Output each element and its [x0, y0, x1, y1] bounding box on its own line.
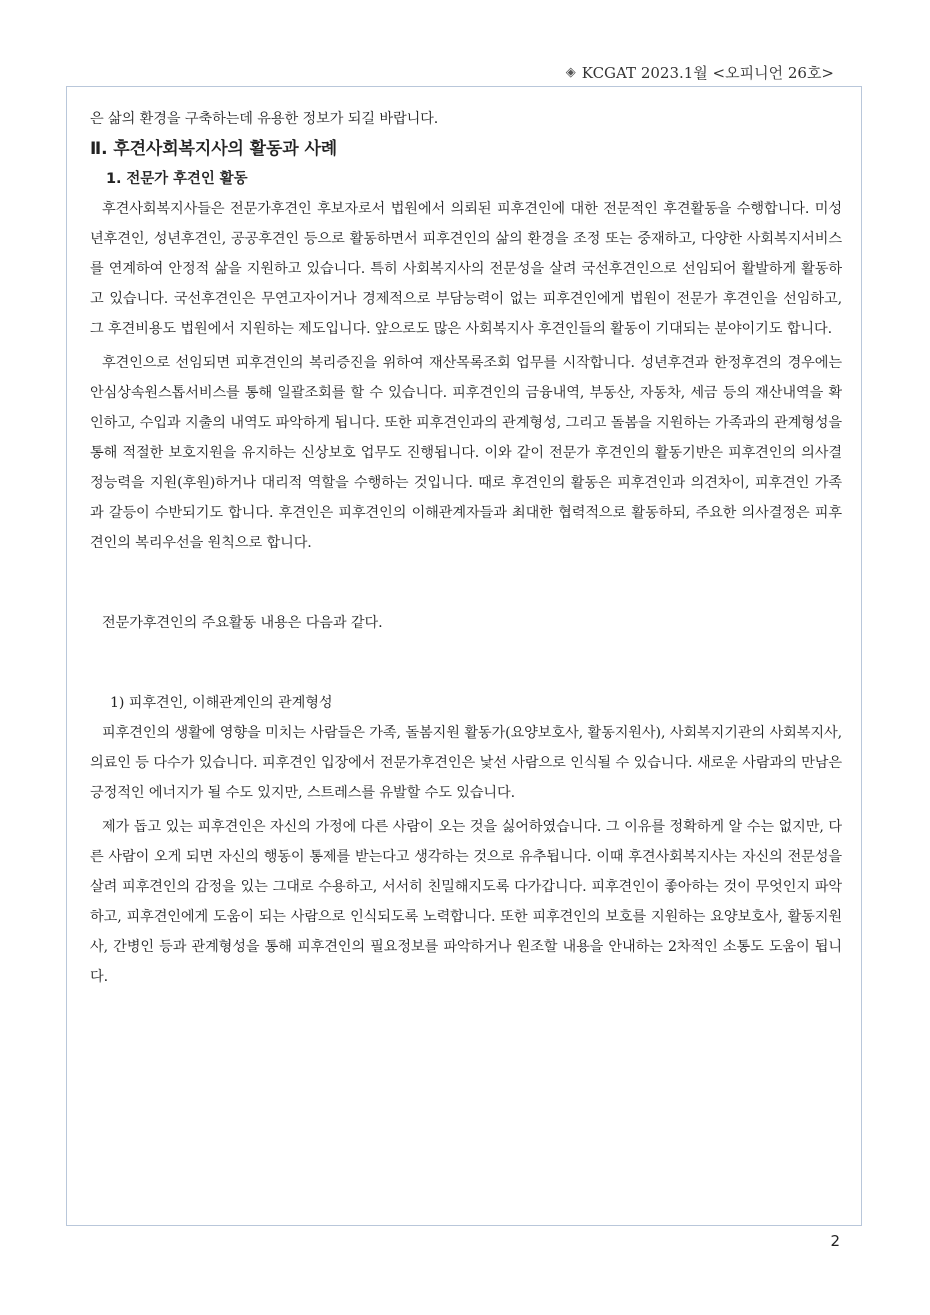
paragraph-2: 후견인으로 선임되면 피후견인의 복리증진을 위하여 재산목록조회 업무를 시작합니다. 성년후견과 한정후견의 경우에는 안심상속원스톱서비스를 통해 일괄조회를 할 수 있습니다. 피후견인의 금융내역, 부동산, 자동차, 세금 등의 재산내역을 확인하고, 수입과 지출의 내역도 파악하게 됩니다. 또한 피후견인과의 관계형성, 그리고 돌봄을 지원하는 가족과의 관계형성을 통해 적절한 보호지원을 유지하는 신상보호 업무도 진행됩니다. 이와 같이 전문가 후견인의 활동기반은 피후견인의 의사결정능력을 지원(후원)하거나 대리적 역할을 수행하는 것입니다. 때로 후견인의 활동은 피후견인과 의견차이, 피후견인 가족과 갈등이 수반되기도 합니다. 후견인은 피후견인의 이해관계자들과 최대한 협력적으로 활동하되, 주요한 의사결정은 피후견인의 복리우선을 원칙으로 합니다.: [90, 355, 842, 551]
subsection-title: 1. 전문가 후견인 활동: [106, 171, 248, 187]
paragraph-3: 피후견인의 생활에 영향을 미치는 사람들은 가족, 돌봄지원 활동가(요양보호사, 활동지원사), 사회복지기관의 사회복지사, 의료인 등 다수가 있습니다. 피후견인 입장에서 전문가후견인은 낯선 사람으로 인식될 수 있습니다. 새로운 사람과의 만남은 긍정적인 에너지가 될 수도 있지만, 스트레스를 유발할 수도 있습니다.: [90, 725, 842, 801]
paragraph-1: 후견사회복지사들은 전문가후견인 후보자로서 법원에서 의뢰된 피후견인에 대한 전문적인 후견활동을 수행합니다. 미성년후견인, 성년후견인, 공공후견인 등으로 활동하면서 피후견인의 삶의 환경을 조정 또는 중재하고, 다양한 사회복지서비스를 연계하여 안정적 삶을 지원하고 있습니다. 특히 사회복지사의 전문성을 살려 국선후견인으로 선임되어 활발하게 활동하고 있습니다. 국선후견인은 무연고자이거나 경제적으로 부담능력이 없는 피후견인에게 법원이 전문가 후견인을 선임하고, 그 후견비용도 법원에서 지원하는 제도입니다. 앞으로도 많은 사회복지사 후견인들의 활동이 기대되는 분야이기도 합니다.: [90, 201, 842, 337]
diamond-icon: ◈: [565, 65, 576, 80]
page-header: [566, 62, 834, 83]
header-text: KCGAT 2023.1월 <오피니언 26호>: [581, 64, 834, 82]
section-title: Ⅱ. 후견사회복지사의 활동과 사례: [90, 139, 338, 159]
page-number: 2: [830, 1232, 840, 1250]
paragraph-4: 제가 돕고 있는 피후견인은 자신의 가정에 다른 사람이 오는 것을 싫어하였습니다. 그 이유를 정확하게 알 수는 없지만, 다른 사람이 오게 되면 자신의 행동이 통제를 받는다고 생각하는 것으로 유추됩니다. 이때 후견사회복지사는 자신의 전문성을 살려 피후견인의 감정을 있는 그대로 수용하고, 서서히 친밀해지도록 다가갑니다. 피후견인이 좋아하는 것이 무엇인지 파악하고, 피후견인에게 도움이 되는 사람으로 인식되도록 노력합니다. 또한 피후견인의 보호를 지원하는 요양보호사, 활동지원사, 간병인 등과 관계형성을 통해 피후견인의 필요정보를 파악하거나 원조할 내용을 안내하는 2차적인 소통도 도움이 됩니다.: [90, 819, 842, 985]
document-body: [90, 104, 842, 992]
continued-line: 은 삶의 환경을 구축하는데 유용한 정보가 되길 바랍니다.: [90, 111, 439, 127]
item-1-title: 1) 피후견인, 이해관계인의 관계형성: [110, 695, 333, 711]
activities-intro: 전문가후견인의 주요활동 내용은 다음과 같다.: [102, 615, 383, 631]
